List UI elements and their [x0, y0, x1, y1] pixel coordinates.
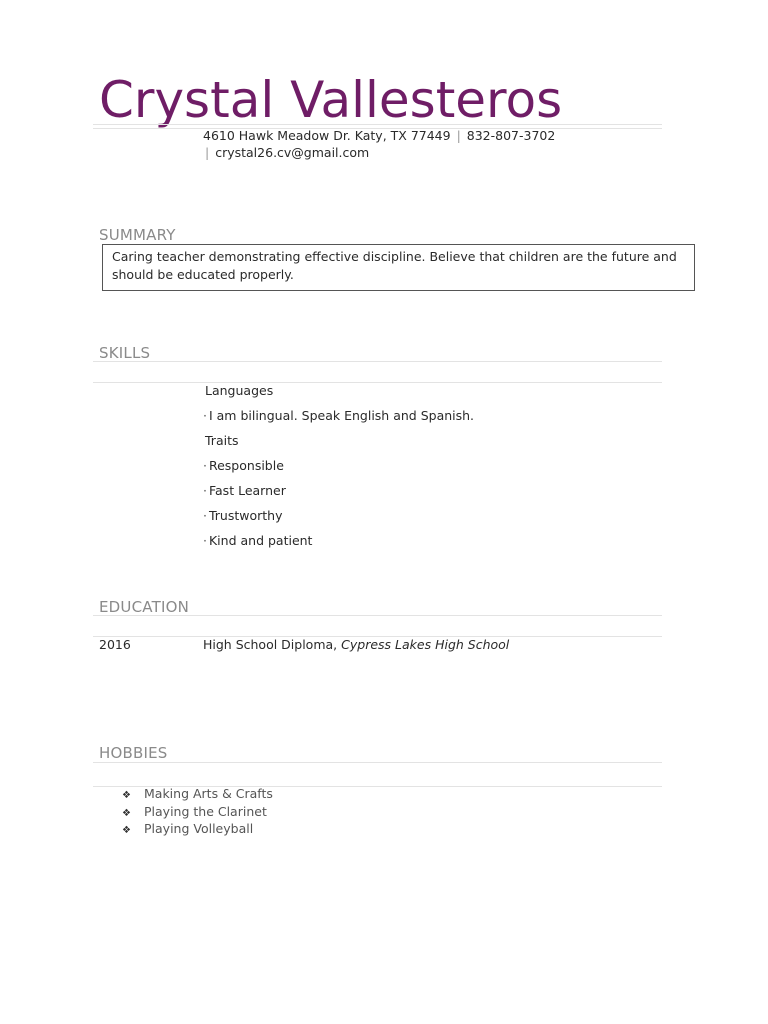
diamond-bullet-icon: ❖ [122, 807, 131, 819]
contact-separator: | [456, 128, 461, 143]
contact-separator: | [205, 145, 210, 160]
skills-line [203, 431, 643, 456]
hobby-label: Making Arts & Crafts [144, 786, 273, 801]
diamond-bullet-icon: ❖ [122, 790, 131, 801]
diamond-bullet-icon: ❖ [122, 825, 131, 836]
skills-line [203, 481, 643, 506]
contact-phone: 832-807-3702 [466, 128, 556, 143]
hobbies-list [122, 785, 273, 838]
contact-address: 4610 Hawk Meadow Dr. Katy, TX 77449 [203, 128, 451, 143]
skills-line [203, 456, 643, 481]
skills-category-traits: Traits [205, 433, 239, 448]
skills-line [203, 381, 643, 406]
bullet-dot-icon: · [203, 508, 207, 523]
skills-category-languages: Languages [205, 383, 274, 398]
contact-info [203, 127, 563, 161]
education-rule-top [93, 615, 662, 616]
skills-item: Kind and patient [208, 533, 313, 548]
skills-list [203, 381, 643, 556]
resume-name: Crystal Vallesteros [99, 71, 563, 129]
education-heading: EDUCATION [99, 598, 189, 616]
list-item [122, 803, 273, 821]
education-school: Cypress Lakes High School [341, 637, 510, 652]
skills-item: Responsible [208, 458, 284, 473]
bullet-dot-icon: · [203, 408, 207, 423]
list-item [122, 820, 273, 838]
hobby-label: Playing Volleyball [144, 821, 254, 836]
list-item [122, 785, 273, 803]
education-year: 2016 [99, 637, 131, 652]
skills-item: I am bilingual. Speak English and Spanish. [208, 408, 475, 423]
hobbies-heading: HOBBIES [99, 744, 168, 762]
bullet-dot-icon: · [203, 483, 207, 498]
hobbies-rule-top [93, 762, 662, 763]
skills-item: Fast Learner [208, 483, 286, 498]
bullet-dot-icon: · [203, 533, 207, 548]
skills-rule-top [93, 361, 662, 362]
summary-heading: SUMMARY [99, 226, 176, 244]
education-detail [203, 636, 509, 654]
skills-heading: SKILLS [99, 344, 151, 362]
bullet-dot-icon: · [203, 458, 207, 473]
skills-line [203, 406, 643, 431]
education-degree: High School Diploma, [203, 637, 338, 652]
skills-item: Trustworthy [208, 508, 283, 523]
summary-box: Caring teacher demonstrating effective discipline. Believe that children are the future and should be educated properly. [102, 244, 695, 291]
skills-line [203, 531, 643, 556]
header-rule-top [93, 124, 662, 125]
contact-email: crystal26.cv@gmail.com [215, 145, 370, 160]
skills-line [203, 506, 643, 531]
hobby-label: Playing the Clarinet [144, 803, 267, 819]
